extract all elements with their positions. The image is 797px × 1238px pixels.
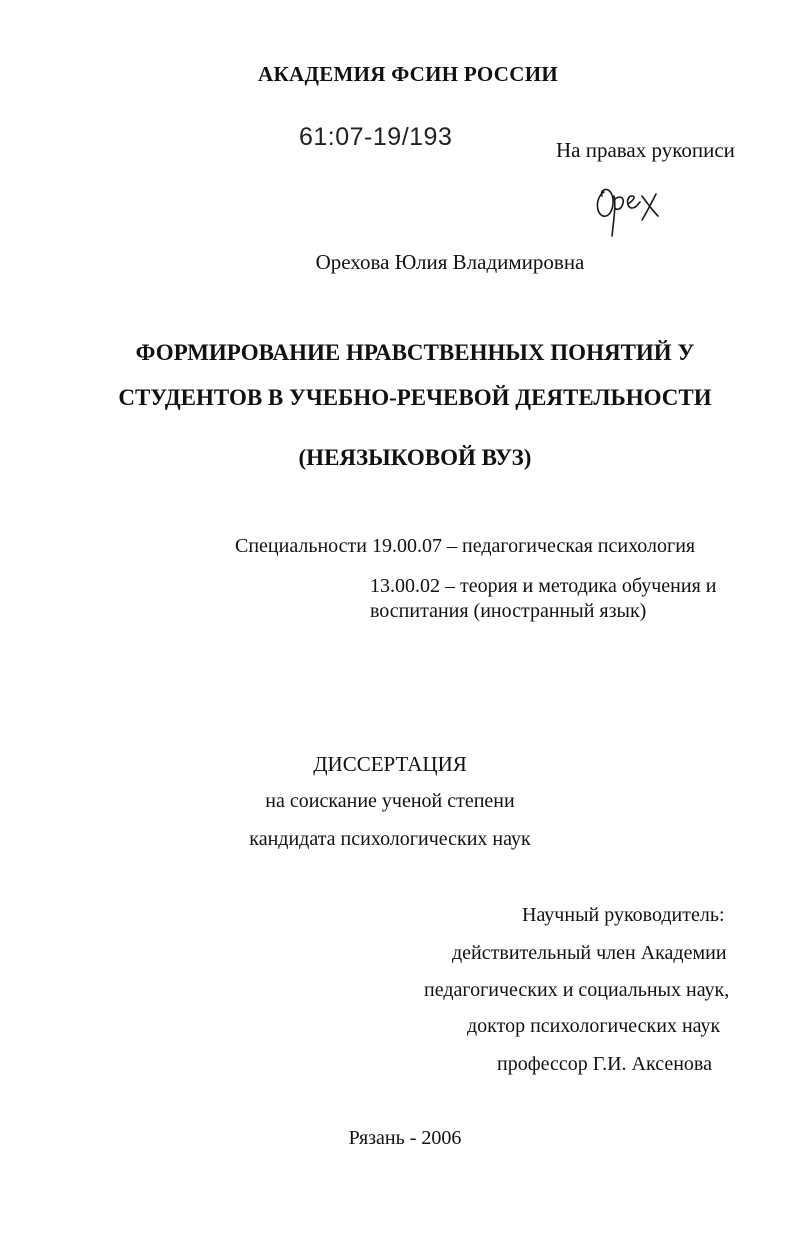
thesis-title-line-2: СТУДЕНТОВ В УЧЕБНО-РЕЧЕВОЙ ДЕЯТЕЛЬНОСТИ bbox=[118, 385, 712, 410]
city-year: Рязань - 2006 bbox=[348, 1127, 462, 1149]
thesis-title-line-1: ФОРМИРОВАНИЕ НРАВСТВЕННЫХ ПОНЯТИЙ У bbox=[135, 340, 695, 365]
supervisor-label: Научный руководитель: bbox=[522, 904, 725, 926]
supervisor-title-line-2: педагогических и социальных наук, bbox=[424, 979, 730, 1001]
work-type-heading: ДИССЕРТАЦИЯ bbox=[313, 752, 467, 776]
institution-name: АКАДЕМИЯ ФСИН РОССИИ bbox=[258, 62, 558, 86]
thesis-title-line-3: (НЕЯЗЫКОВОЙ ВУЗ) bbox=[298, 445, 532, 470]
degree-line-2: кандидата психологических наук bbox=[249, 828, 531, 850]
supervisor-title-line-1: действительный член Академии bbox=[452, 942, 727, 964]
handwritten-signature bbox=[590, 170, 670, 240]
supervisor-degree: доктор психологических наук bbox=[467, 1015, 721, 1037]
specialty-line-2: 13.00.02 – теория и методика обучения и bbox=[370, 575, 717, 597]
specialty-line-3: воспитания (иностранный язык) bbox=[370, 600, 647, 622]
author-name: Орехова Юлия Владимировна bbox=[315, 250, 585, 274]
specialty-line-1: Специальности 19.00.07 – педагогическая психология bbox=[235, 535, 696, 557]
archive-code-stamp: 61:07-19/193 bbox=[299, 123, 453, 151]
degree-line-1: на соискание ученой степени bbox=[265, 790, 515, 812]
rights-note: На правах рукописи bbox=[556, 138, 735, 162]
supervisor-name: профессор Г.И. Аксенова bbox=[497, 1053, 712, 1075]
